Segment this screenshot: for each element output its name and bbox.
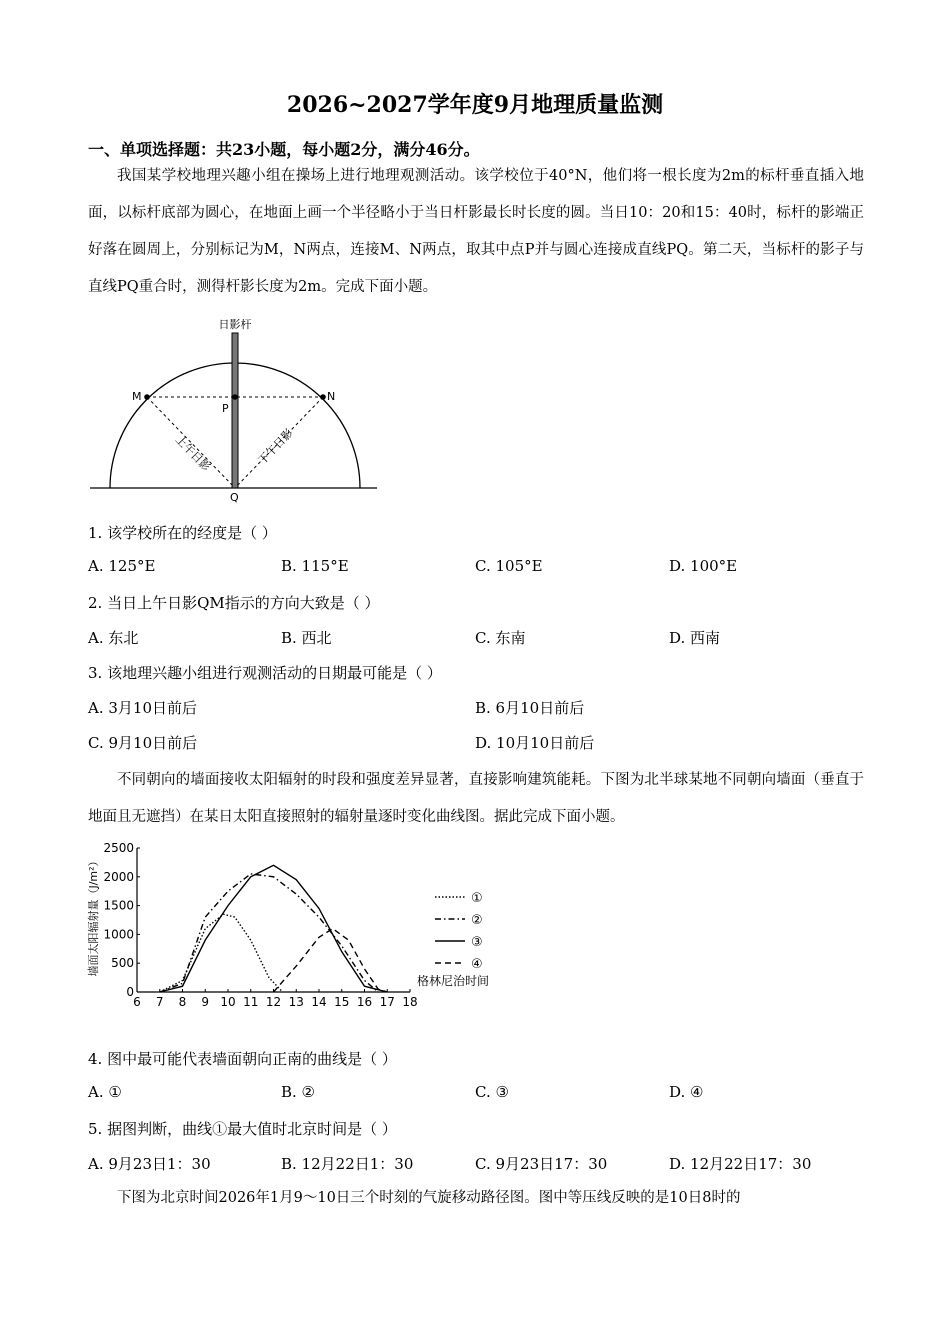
point-n <box>320 394 326 400</box>
question-1-stem: 1. 该学校所在的经度是（ ） <box>88 524 277 542</box>
q3-option-a: A. 3月10日前后 <box>88 699 197 717</box>
x-tick-label: 18 <box>402 995 418 1009</box>
legend-label-1: ① <box>471 891 483 906</box>
x-tick-label: 15 <box>334 995 350 1009</box>
label-n: N <box>327 390 336 403</box>
passage-1: 我国某学校地理兴趣小组在操场上进行地理观测活动。该学校位于40°N，他们将一根长度为2m的标杆垂直插入地面，以标杆底部为圆心，在地面上画一个半径略小于当日杆影最长时长度的圆。当日10：20和15：40时，标杆的影端正好落在圆周上，分别标记为M，N两点，连接M、N两点，取其中点P并与圆心连接成直线PQ。第二天，当标杆的影子与直线PQ重合时，测得杆影长度为2m。完成下面小题。 <box>88 168 864 295</box>
pole-label: 日影杆 <box>218 318 252 331</box>
page-title: 2026~2027学年度9月地理质量监测 <box>286 92 664 118</box>
q3-option-b: B. 6月10日前后 <box>475 699 585 717</box>
shadow-diagram <box>85 315 385 505</box>
question-4-stem: 4. 图中最可能代表墙面朝向正南的曲线是（ ） <box>88 1050 397 1068</box>
y-axis-label: 墙面太阳辐射量（J/m²） <box>87 855 100 977</box>
q2-option-c: C. 东南 <box>475 629 526 647</box>
morning-label: 上午日影 <box>172 433 213 474</box>
series-line-4 <box>274 929 388 992</box>
q4-option-d: D. ④ <box>669 1083 704 1101</box>
x-tick-label: 16 <box>356 995 373 1009</box>
legend-label-2: ② <box>471 913 483 928</box>
x-tick-label: 11 <box>243 995 259 1009</box>
x-tick-label: 6 <box>133 995 141 1009</box>
q5-option-d: D. 12月22日17：30 <box>669 1155 812 1173</box>
passage-3: 下图为北京时间2026年1月9～10日三个时刻的气旋移动路径图。图中等压线反映的是10日8时的 <box>117 1190 741 1206</box>
q1-option-c: C. 105°E <box>475 557 543 575</box>
x-tick-label: 9 <box>201 995 210 1009</box>
radiation-chart <box>85 838 515 1018</box>
series-line-1 <box>160 914 283 992</box>
q5-option-c: C. 9月23日17：30 <box>475 1155 608 1173</box>
series-line-3 <box>160 865 388 992</box>
question-5-stem: 5. 据图判断，曲线①最大值时北京时间是（ ） <box>88 1120 397 1138</box>
y-tick-label: 2500 <box>103 841 134 855</box>
label-p: P <box>222 402 229 415</box>
legend-label-4: ④ <box>471 957 483 972</box>
label-q: Q <box>230 491 239 504</box>
x-axis-label: 格林尼治时间 <box>417 974 490 988</box>
q4-option-a: A. ① <box>88 1083 122 1101</box>
x-tick-label: 8 <box>178 995 187 1009</box>
x-tick-label: 12 <box>265 995 282 1009</box>
question-2-stem: 2. 当日上午日影QM指示的方向大致是（ ） <box>88 594 380 612</box>
x-tick-label: 14 <box>311 995 327 1009</box>
y-tick-label: 2000 <box>103 869 134 884</box>
q2-option-d: D. 西南 <box>669 629 721 647</box>
point-m <box>144 394 150 400</box>
y-tick-label: 1500 <box>103 898 134 913</box>
q4-option-c: C. ③ <box>475 1083 509 1101</box>
q1-option-a: A. 125°E <box>88 557 156 575</box>
chart-legend <box>435 891 483 972</box>
q1-option-b: B. 115°E <box>281 557 349 575</box>
label-m: M <box>132 390 142 403</box>
legend-label-3: ③ <box>471 935 483 950</box>
q2-option-b: B. 西北 <box>281 629 332 647</box>
section-heading: 一、单项选择题：共23小题，每小题2分，满分46分。 <box>88 140 480 159</box>
passage-2: 不同朝向的墙面接收太阳辐射的时段和强度差异显著，直接影响建筑能耗。下图为北半球某地不同朝向墙面（垂直于地面且无遮挡）在某日太阳直接照射的辐射量逐时变化曲线图。据此完成下面小题。 <box>88 772 864 825</box>
q5-option-b: B. 12月22日1：30 <box>281 1155 414 1173</box>
x-tick-label: 7 <box>155 995 164 1009</box>
question-3-stem: 3. 该地理兴趣小组进行观测活动的日期最可能是（ ） <box>88 664 442 682</box>
chart-axes <box>103 841 417 1009</box>
afternoon-label: 下午日影 <box>255 426 296 468</box>
y-tick-label: 500 <box>111 956 134 971</box>
chart-series <box>160 865 388 992</box>
x-tick-label: 10 <box>220 995 236 1009</box>
y-tick-label: 1000 <box>103 927 134 942</box>
y-tick-label: 0 <box>126 985 134 999</box>
q5-option-a: A. 9月23日1：30 <box>88 1155 211 1173</box>
pole <box>232 333 238 488</box>
q1-option-d: D. 100°E <box>669 557 738 575</box>
x-tick-label: 17 <box>379 995 395 1009</box>
q3-option-c: C. 9月10日前后 <box>88 734 198 752</box>
series-line-2 <box>160 874 378 992</box>
q3-option-d: D. 10月10日前后 <box>475 734 595 752</box>
q2-option-a: A. 东北 <box>88 629 139 647</box>
x-tick-label: 13 <box>288 995 304 1009</box>
point-p <box>232 394 238 400</box>
q4-option-b: B. ② <box>281 1083 316 1101</box>
